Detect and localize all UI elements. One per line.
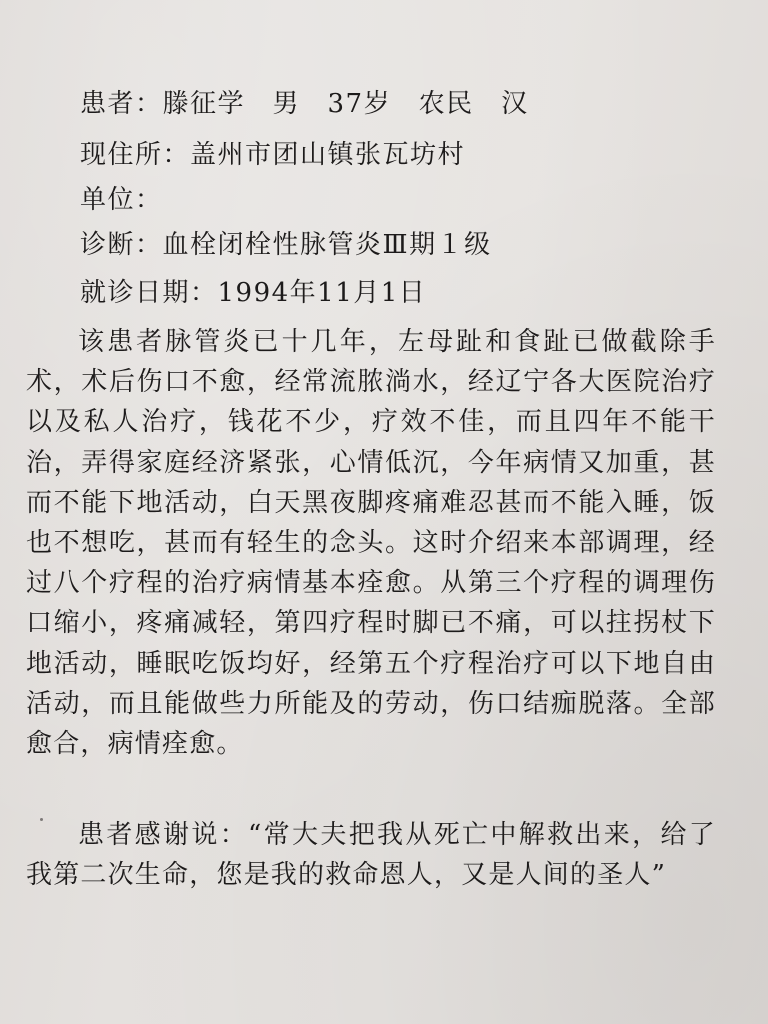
address-line: 现住所：盖州市团山镇张瓦坊村 [80, 140, 466, 170]
case-description-paragraph: 该患者脉管炎已十几年，左母趾和食趾已做截除手术，术后伤口不愈，经常流脓淌水，经辽宁各大医院治疗以及私人治疗，钱花不少，疗效不佳，而且四年不能干治，弄得家庭经济紧张，心情低沉，今年病情又加重，甚而不能下地活动，白天黑夜脚疼痛难忍甚而不能入睡，饭也不想吃，甚而有轻生的念头。这时介绍来本部调理，经过八个疗程的治疗病情基本痊愈。从第三个疗程的调理伤口缩小，疼痛减轻，第四疗程时脚已不痛，可以拄拐杖下地活动，睡眠吃饭均好，经第五个疗程治疗可以下地自由活动，而且能做些力所能及的劳动，伤口结痂脱落。全部愈合，病情痊愈。 [26, 327, 716, 760]
unit-line: 单位： [80, 185, 163, 215]
paper-speck [40, 818, 43, 821]
patient-info-line: 患者：滕征学 男 37岁 农民 汉 [80, 89, 529, 119]
diagnosis-line: 诊断：血栓闭栓性脉管炎Ⅲ期１级 [80, 230, 492, 260]
visit-date-line: 就诊日期：1994年11月1日 [80, 278, 427, 308]
patient-quote-paragraph: 患者感谢说：“常大夫把我从死亡中解救出来，给了我第二次生命，您是我的救命恩人，又是人间的圣人” [26, 820, 716, 891]
